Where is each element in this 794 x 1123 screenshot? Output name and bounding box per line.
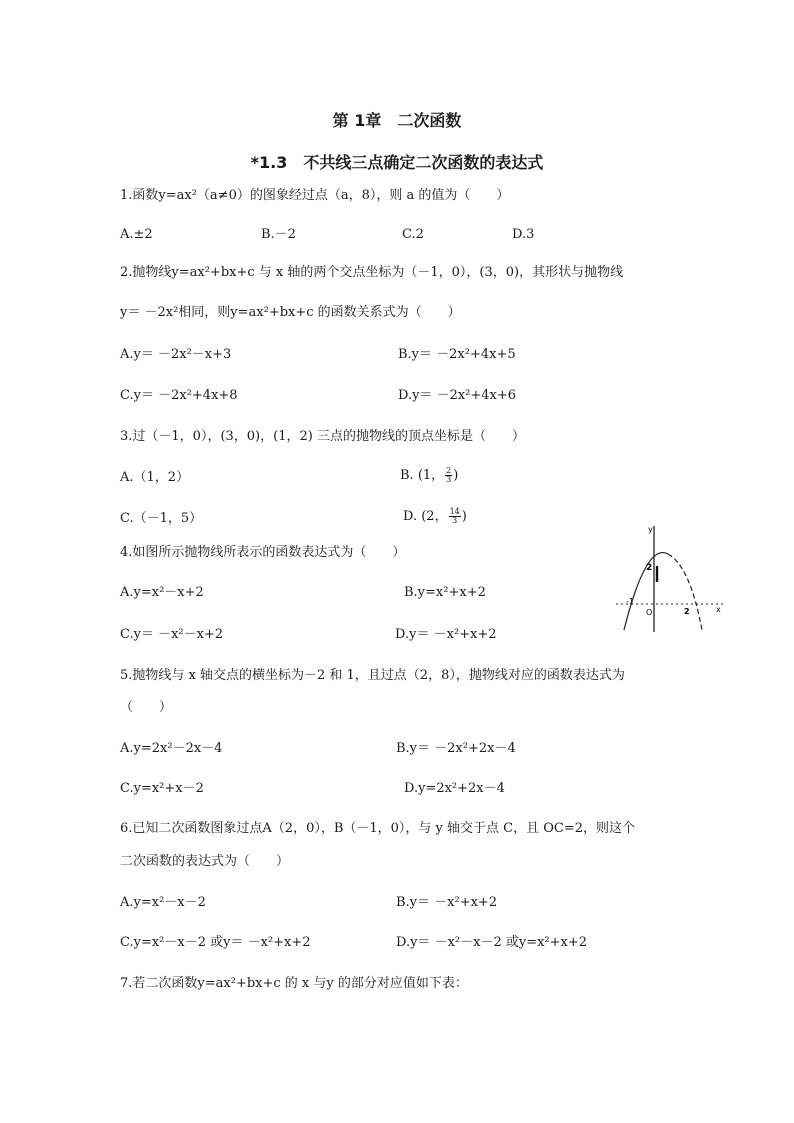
question-5-stem-line1: 5.抛物线与 x 轴交点的横坐标为－2 和 1，且过点（2，8），抛物线对应的函数表达式为 [120,668,625,683]
q2-option-a: A.y＝ －2x²－x+3 [120,347,232,362]
q4-option-c: C.y＝ －x²－x+2 [120,627,224,642]
y-axis-label: y [648,525,653,534]
question-2-stem-line2: y＝ －2x²相同，则y=ax²+bx+c 的函数关系式为（ ） [120,305,461,320]
q4-option-d: D.y＝ －x²+x+2 [395,627,497,642]
q1-option-d: D.3 [512,227,535,242]
q5-option-a: A.y=2x²－2x－4 [120,741,223,756]
q3-option-b: B. (1， $\frac{2}{3}$ ) [400,466,459,484]
fraction-two-thirds: $\frac{2}{3}$ [446,466,452,484]
q3-option-a: A.（1，2） [120,470,190,485]
q6-option-c: C.y=x²－x－2 或y＝ －x²+x+2 [120,935,311,950]
q2-option-d: D.y＝ －2x²+4x+6 [398,388,517,403]
question-2-stem-line1: 2.抛物线y=ax²+bx+c 与 x 轴的两个交点坐标为（－1，0），(3，0)，其形状与抛物线 [120,265,624,280]
q5-option-b: B.y＝ －2x²+2x－4 [396,741,516,756]
q3-option-d: D. (2， $\frac{14}{3}$ ) [403,507,467,525]
question-1-stem: 1.函数y=ax²（a≠0）的图象经过点（a，8），则 a 的值为（ ） [120,188,510,203]
q6-option-b: B.y＝ －x²+x+2 [396,895,498,910]
question-6-stem-line2: 二次函数的表达式为（ ） [120,854,290,869]
chapter-title: 第 1章 二次函数 [332,111,462,130]
origin-label: O [646,608,653,617]
x-axis-label: x [716,605,721,614]
parabola-figure [612,522,730,634]
q2-option-b: B.y＝ －2x²+4x+5 [398,347,516,362]
q6-option-a: A.y=x²－x－2 [120,895,206,910]
q5-option-d: D.y=2x²+2x－4 [404,781,505,796]
y-tick-2: 2 [646,563,653,573]
q1-option-a: A.±2 [120,227,153,242]
section-title: *1.3 不共线三点确定二次函数的表达式 [250,153,544,172]
question-4-stem: 4.如图所示抛物线所表示的函数表达式为（ ） [120,545,406,560]
q4-option-a: A.y=x²－x+2 [120,585,204,600]
q5-option-c: C.y=x²+x－2 [120,781,204,796]
x-tick-2: 2 [684,607,690,616]
parabola-graph [612,522,730,634]
q3-option-c: C.（－1，5） [120,511,203,526]
question-5-stem-line2: （ ） [120,700,173,715]
q4-option-b: B.y=x²+x+2 [404,585,486,600]
q1-option-c: C.2 [402,227,424,242]
question-7-stem: 7.若二次函数y=ax²+bx+c 的 x 与y 的部分对应值如下表： [120,976,468,991]
q1-option-b: B.－2 [261,227,296,242]
parabola-right-arm [668,554,702,630]
question-3-stem: 3.过（－1，0），(3，0)，(1，2) 三点的抛物线的顶点坐标是（ ） [120,429,525,444]
q2-option-c: C.y＝ －2x²+4x+8 [120,388,238,403]
x-tick-neg1: -1 [626,597,634,606]
question-6-stem-line1: 6.已知二次函数图象过点A（2，0），B（－1，0），与 y 轴交于点 C，且 OC=2，则这个 [120,821,636,836]
fraction-fourteen-thirds: $\frac{14}{3}$ [449,507,460,525]
q6-option-d: D.y＝ －x²－x－2 或y=x²+x+2 [396,935,588,950]
